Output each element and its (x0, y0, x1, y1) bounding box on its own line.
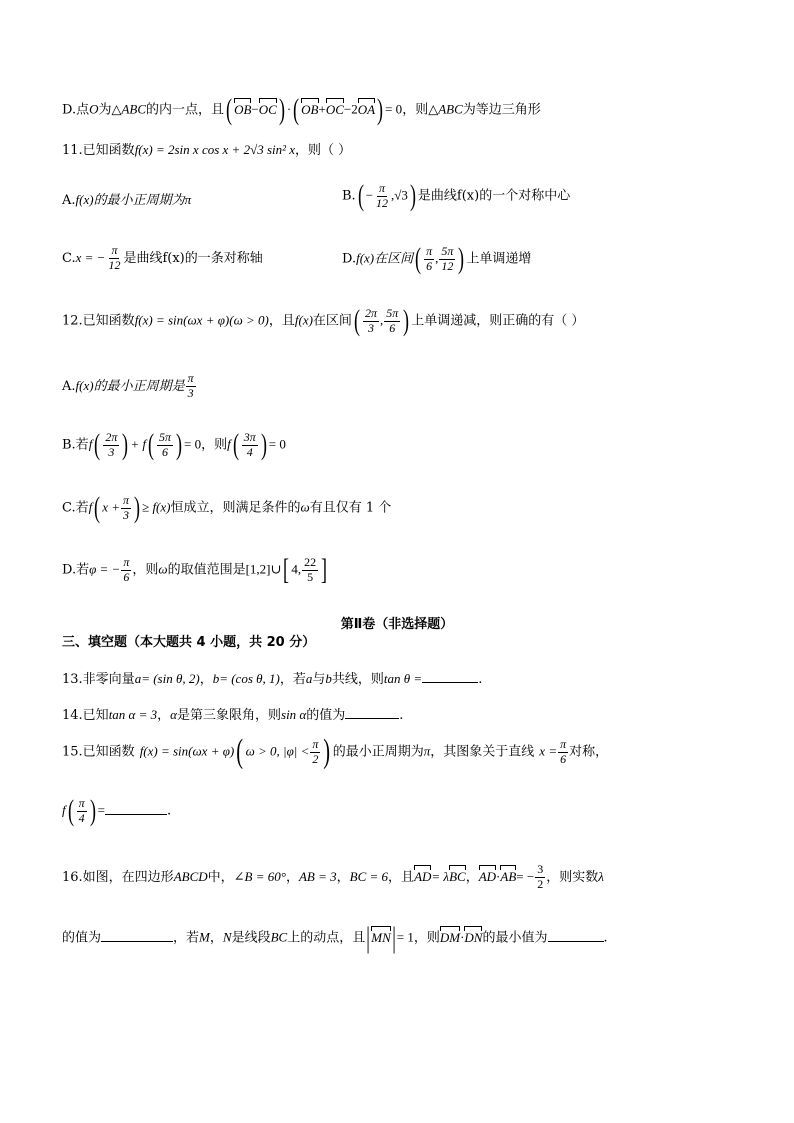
q12-option-b: B.若f( $\frac{2\pi}{3}$ ) + f( $\frac{5\pi}{6}$ ) = 0，则f( $\frac{3\pi}{4}$ ) = 0 (62, 428, 286, 461)
q12-option-c: C.若f( x + $\frac{\pi}{3}$ ) ≥ f(x)恒成立，则满足条件的ω有且仅有 1 个 (62, 491, 392, 524)
section-heading: 三、填空题（本大题共 4 小题，共 20 分） (62, 635, 316, 650)
q12-option-d: D.若φ = − $\frac{\pi}{6}$ ，则ω的取值范围是[1,2]∪[ 4, $\frac{22}{5}$ ] (62, 553, 328, 586)
fraction: $\frac{3\pi}{4}$ (243, 429, 256, 459)
answer-blank[interactable] (105, 802, 167, 815)
q15-line1: 15.已知函数 f(x) = sin(ωx + φ)( ω > 0, |φ| < $\frac{\pi}{2}$ ) 的最小正周期为π，其图象关于直线 x = $\frac{\pi}{6}$ 对称， (62, 733, 609, 770)
fraction: $\frac{\pi}{4}$ (78, 795, 85, 825)
q12-stem: 12.已知函数f(x) = sin(ωx + φ)(ω > 0)，且f(x)在区间( $\frac{2\pi}{3}$ , $\frac{5\pi}{6}$ ) 上单调递减，则正确的有（ ） (62, 304, 585, 337)
q16-line2: 的值为 ，若M，N是线段BC上的动点，且|MN|= 1，则DM·DN的最小值为 . (62, 921, 608, 954)
fraction: $\frac{5\pi}{6}$ (158, 429, 171, 459)
q14: 14.已知tan α = 3，α是第三象限角，则sin α的值为 . (62, 707, 404, 723)
q16-line1: 16.如图，在四边形ABCD中，∠B = 60°，AB = 3，BC = 6，且AD= λBC，AD·AB= − $\frac{3}{2}$ ，则实数λ (62, 862, 604, 891)
answer-blank[interactable] (101, 929, 173, 942)
fraction: $\frac{5\pi}{6}$ (386, 305, 399, 335)
answer-blank[interactable] (422, 670, 478, 683)
fraction: $\frac{2\pi}{3}$ (364, 305, 377, 335)
fraction: $\frac{\pi}{3}$ (123, 492, 130, 522)
fraction: $\frac{22}{5}$ (304, 554, 317, 584)
answer-blank[interactable] (548, 929, 604, 942)
fraction: $\frac{\pi}{6}$ (123, 554, 130, 584)
fraction: $\frac{\pi}{12}$ (108, 243, 121, 272)
q12-option-a: A.f(x)的最小正周期是 $\frac{\pi}{3}$ (62, 371, 194, 400)
q11-stem: 11.已知函数f(x) = 2sin x cos x + 2√3 sin² x，则（ ） (62, 142, 352, 158)
q15-line2: f( $\frac{\pi}{4}$ ) = . (62, 794, 172, 827)
fraction: $\frac{\pi}{2}$ (312, 736, 319, 766)
fraction: $\frac{2\pi}{3}$ (105, 429, 118, 459)
q13: 13.非零向量a= (sin θ, 2)，b= (cos θ, 1)，若a与b共线，则tan θ = . (62, 671, 483, 687)
q10-option-d: D.点O为△ABC的内一点，且( OB−OC) ·( OB+OC−2OA) = 0，则△ABC为等边三角形 (62, 93, 541, 126)
q11-option-b: B.( − $\frac{\pi}{12}$ ,√3) 是曲线f(x)的一个对称中心 (342, 179, 571, 212)
fraction: $\frac{3}{2}$ (537, 862, 544, 891)
fraction: $\frac{5\pi}{12}$ (441, 243, 454, 273)
fraction: $\frac{\pi}{6}$ (426, 243, 433, 273)
answer-blank[interactable] (345, 706, 399, 719)
fraction: $\frac{\pi}{12}$ (376, 180, 389, 210)
fraction: $\frac{\pi}{6}$ (560, 736, 567, 766)
q11-option-d: D.f(x)在区间( $\frac{\pi}{6}$ , $\frac{5\pi}{12}$ ) 上单调递增 (342, 242, 532, 275)
fraction: $\frac{\pi}{3}$ (187, 371, 194, 400)
part-2-title: 第Ⅱ卷（非选择题） (340, 617, 454, 632)
q11-option-c: C.x = − $\frac{\pi}{12}$ 是曲线f(x)的一条对称轴 (62, 243, 263, 272)
q11-option-a: A.f(x)的最小正周期为π (62, 192, 192, 208)
